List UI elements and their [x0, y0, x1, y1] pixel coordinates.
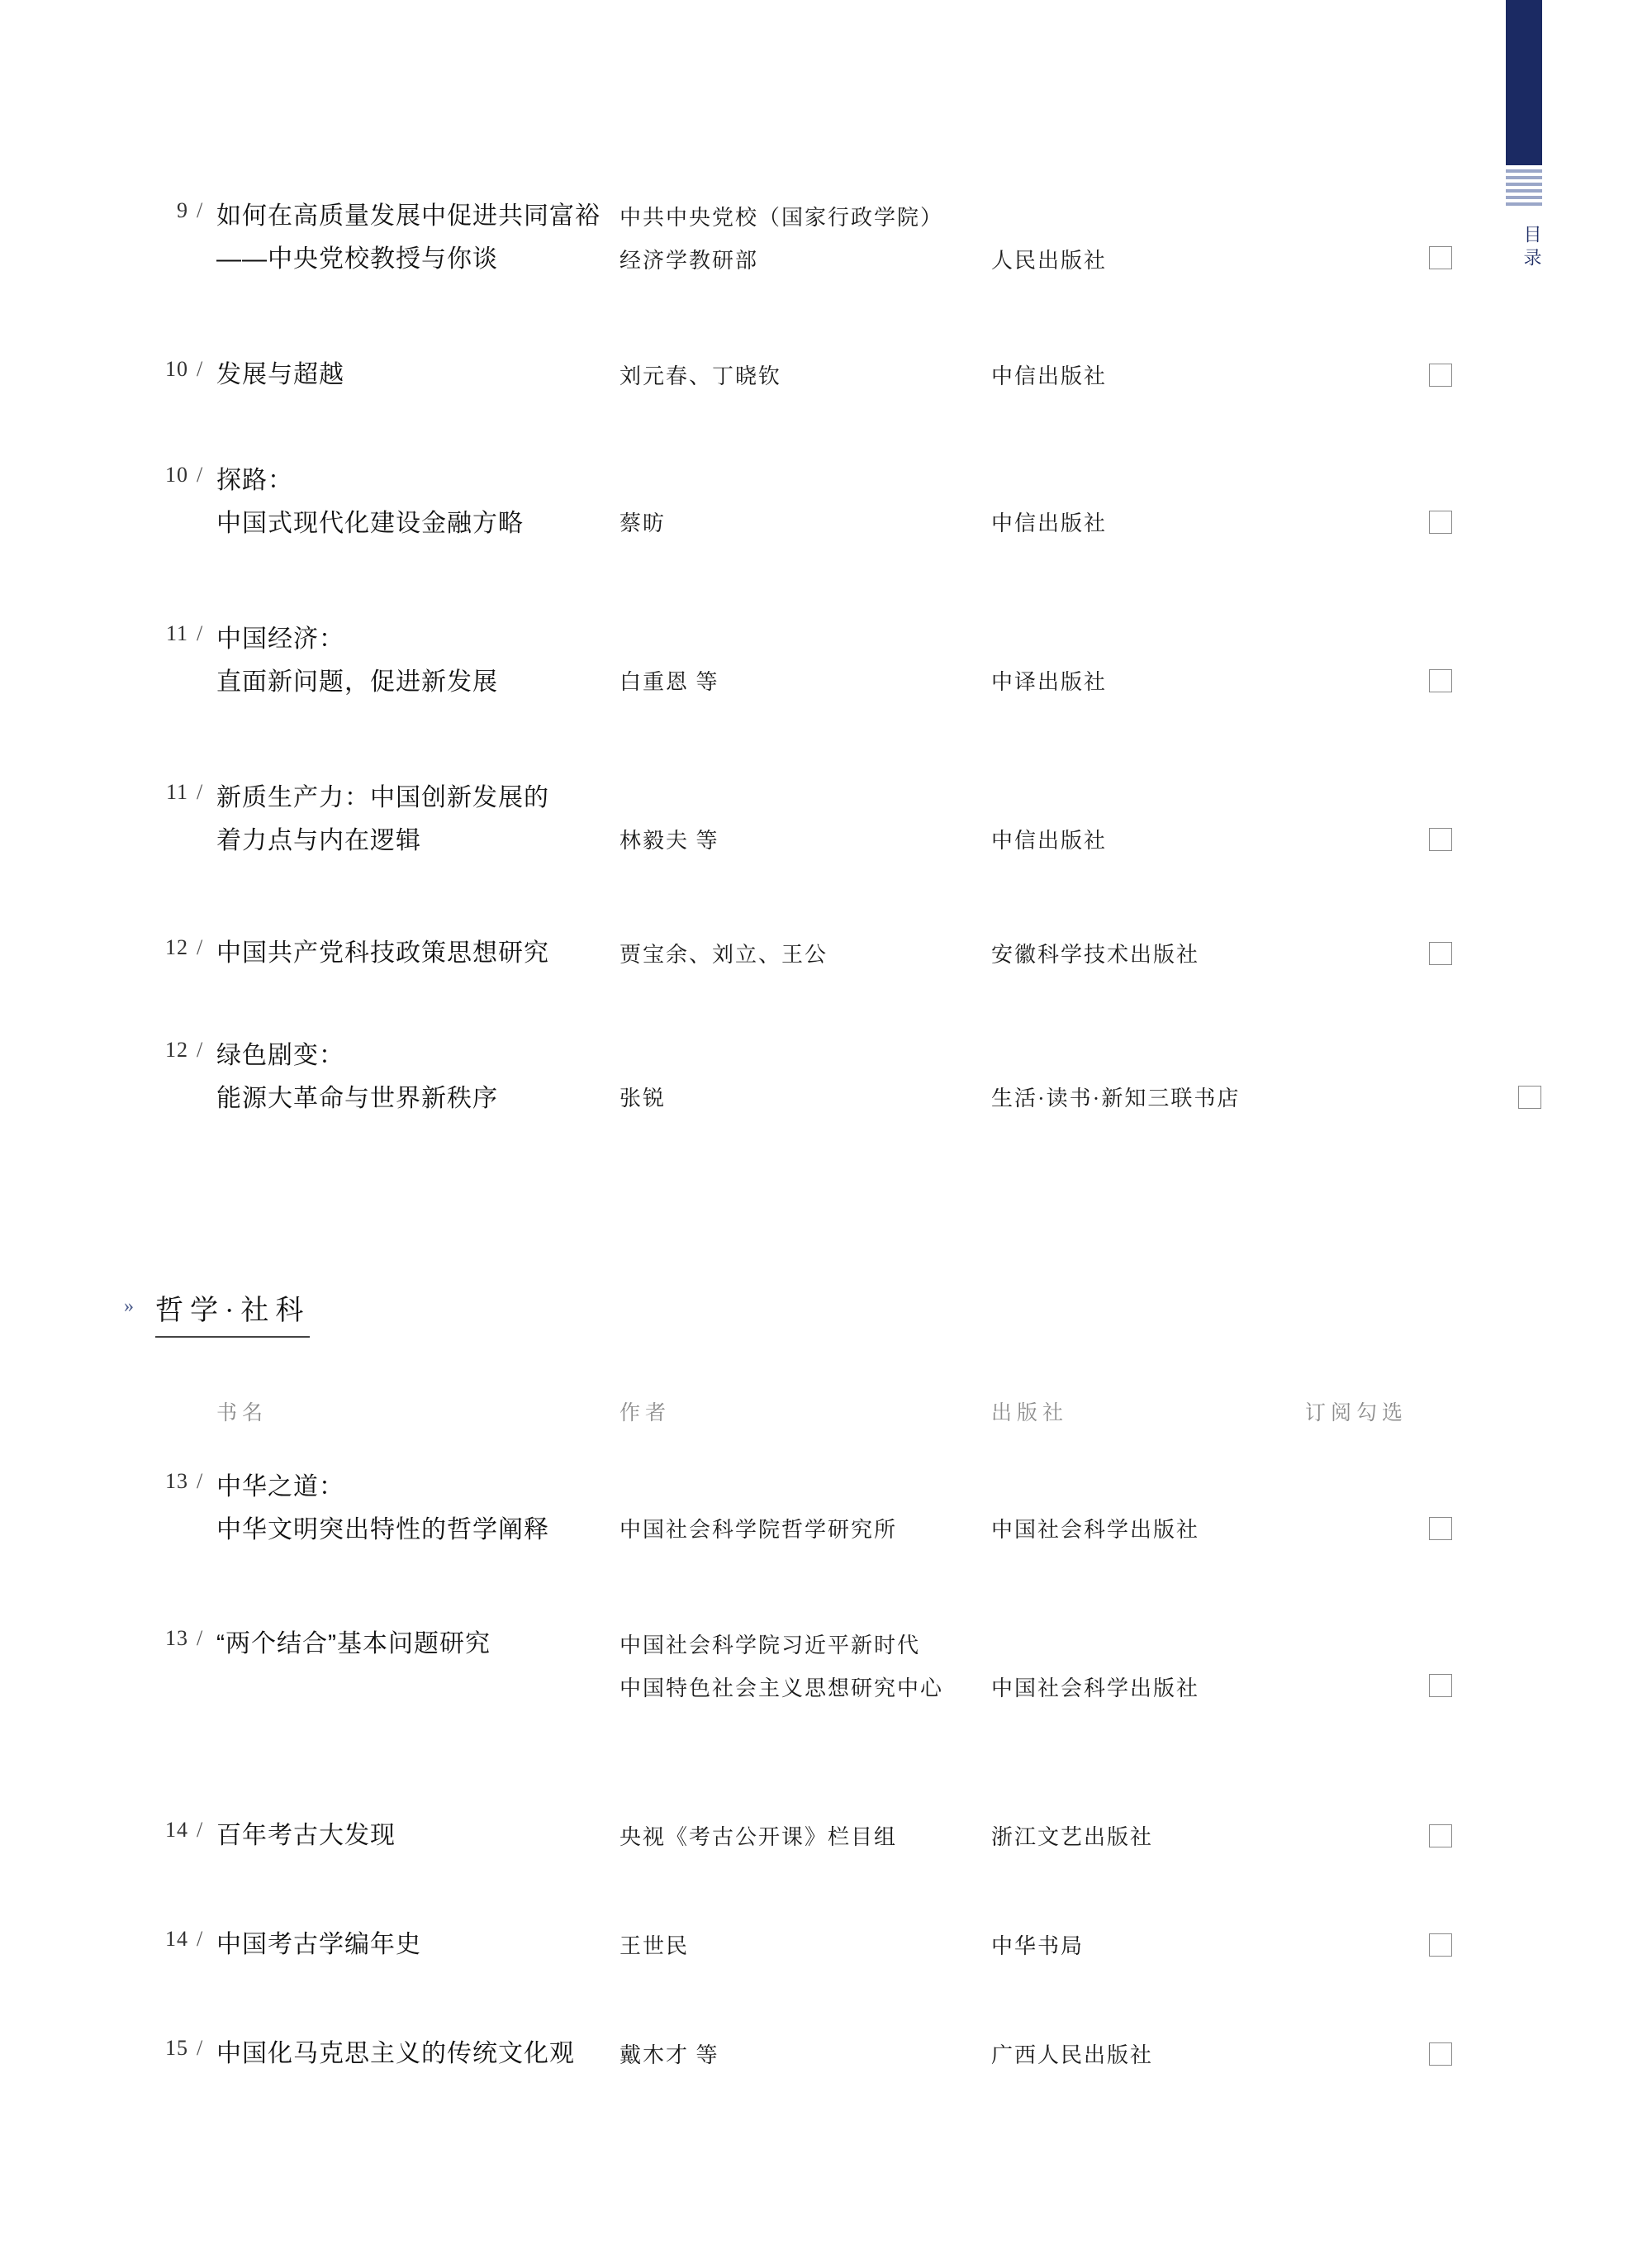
subscribe-checkbox[interactable]	[1518, 1086, 1541, 1109]
entry-page-number: 14	[165, 1818, 188, 1842]
entry-title-line1: “两个结合”基本问题研究	[216, 1630, 491, 1657]
entry-author-line1: 白重恩 等	[620, 670, 719, 694]
entry-page-number: 11	[165, 621, 188, 645]
entry-separator: /	[197, 357, 203, 381]
subscribe-checkbox[interactable]	[1429, 511, 1452, 534]
entry-author-line1: 贾宝余、刘立、王公	[620, 943, 828, 967]
entry-page-number: 13	[165, 1469, 188, 1493]
entry-separator: /	[197, 463, 203, 487]
entry-title-line1: 中国共产党科技政策思想研究	[216, 939, 549, 967]
entry-author	[620, 355, 975, 398]
entry-title-line1: 中国考古学编年史	[216, 1931, 421, 1958]
entry-title	[216, 932, 613, 975]
entry-author-line1: 中共中央党校（国家行政学院）	[620, 206, 944, 230]
subscribe-checkbox[interactable]	[1429, 828, 1452, 851]
subscribe-checkbox[interactable]	[1429, 1674, 1452, 1697]
entry-publisher: 中国社会科学出版社	[991, 1518, 1200, 1542]
entry-author-line1: 蔡昉	[620, 511, 667, 535]
entry-page-number: 10	[165, 463, 188, 487]
entry-publisher: 中华书局	[991, 1934, 1085, 1958]
entry-separator: /	[197, 780, 203, 804]
entry-title-line2: 中华文明突出特性的哲学阐释	[216, 1516, 549, 1543]
entry-author-line1: 中国社会科学院哲学研究所	[620, 1518, 898, 1542]
entry-separator: /	[197, 1038, 203, 1062]
entry-publisher: 中信出版社	[991, 511, 1108, 535]
entry-publisher: 中译出版社	[991, 670, 1108, 694]
entry-title	[216, 1466, 613, 1552]
entry-title	[216, 195, 613, 281]
subscribe-checkbox[interactable]	[1429, 364, 1452, 387]
tab-bar	[1506, 0, 1542, 165]
subscribe-checkbox[interactable]	[1429, 942, 1452, 965]
entry-page-number: 14	[165, 1927, 188, 1951]
entry-publisher: 安徽科学技术出版社	[991, 943, 1200, 967]
entry-author-line1: 戴木才 等	[620, 2043, 719, 2067]
entry-title	[216, 618, 613, 704]
subscribe-checkbox[interactable]	[1429, 669, 1452, 692]
entry-author	[620, 2034, 975, 2077]
entry-page-number: 13	[165, 1626, 188, 1650]
entry-author-line1: 林毅夫 等	[620, 829, 719, 853]
entry-title-line1: 中华之道：	[216, 1473, 344, 1500]
entry-author-line1: 央视《考古公开课》栏目组	[620, 1825, 898, 1849]
tab-label: 目录	[1521, 225, 1542, 271]
entry-separator: /	[197, 1927, 203, 1951]
entry-author	[620, 197, 975, 283]
entry-publisher: 人民出版社	[991, 249, 1108, 273]
entry-page-number: 10	[165, 357, 188, 381]
entry-title-line2: 中国式现代化建设金融方略	[216, 510, 524, 537]
entry-publisher: 生活·读书·新知三联书店	[991, 1087, 1241, 1110]
entry-title-line2: 直面新问题，促进新发展	[216, 668, 498, 696]
column-header-author: 作者	[620, 1402, 672, 1424]
entry-separator: /	[197, 198, 203, 222]
entry-author	[620, 1077, 975, 1120]
column-header-subscribe: 订阅勾选	[1305, 1402, 1408, 1424]
entry-title-line1: 新质生产力：中国创新发展的	[216, 784, 549, 811]
entry-title-line2: ——中央党校教授与你谈	[216, 245, 498, 273]
entry-publisher: 中国社会科学出版社	[991, 1676, 1200, 1700]
entry-title-line2: 着力点与内在逻辑	[216, 827, 421, 854]
entry-author-line1: 中国社会科学院习近平新时代	[620, 1633, 921, 1657]
entry-separator: /	[197, 1469, 203, 1493]
entry-publisher: 浙江文艺出版社	[991, 1825, 1154, 1849]
entry-title	[216, 354, 613, 397]
entry-title	[216, 1814, 613, 1857]
entry-author	[620, 661, 975, 704]
entry-title	[216, 2033, 613, 2076]
entry-title	[216, 459, 613, 545]
entry-author	[620, 1624, 975, 1710]
subscribe-checkbox[interactable]	[1429, 1933, 1452, 1957]
entry-publisher: 中信出版社	[991, 829, 1108, 853]
page-tab-marker	[1506, 0, 1542, 165]
entry-title	[216, 777, 613, 863]
subscribe-checkbox[interactable]	[1429, 1517, 1452, 1540]
entry-page-number: 9	[177, 198, 188, 222]
entry-title-line1: 绿色剧变：	[216, 1042, 344, 1069]
column-header-book: 书名	[216, 1402, 268, 1424]
entry-title	[216, 1623, 613, 1666]
entry-author	[620, 820, 975, 863]
entry-separator: /	[197, 935, 203, 959]
entry-title-line1: 百年考古大发现	[216, 1822, 396, 1849]
entry-author	[620, 1925, 975, 1968]
entry-page-number: 11	[165, 780, 188, 804]
entry-title	[216, 1034, 613, 1120]
chevron-right-icon: »	[124, 1296, 132, 1317]
tab-stripes	[1506, 169, 1542, 209]
entry-separator: /	[197, 1818, 203, 1842]
entry-author-line2: 中国特色社会主义思想研究中心	[620, 1676, 944, 1700]
entry-publisher: 广西人民出版社	[991, 2043, 1154, 2067]
entry-title-line1: 发展与超越	[216, 361, 344, 388]
entry-separator: /	[197, 1626, 203, 1650]
entry-page-number: 15	[165, 2036, 188, 2060]
subscribe-checkbox[interactable]	[1429, 246, 1452, 269]
entry-author	[620, 1509, 975, 1552]
section-title: 哲学·社科	[155, 1287, 310, 1338]
entry-title-line1: 中国化马克思主义的传统文化观	[216, 2040, 575, 2067]
entry-author-line1: 王世民	[620, 1934, 690, 1958]
entry-title	[216, 1924, 613, 1966]
subscribe-checkbox[interactable]	[1429, 1824, 1452, 1847]
entry-author-line1: 张锐	[620, 1087, 667, 1110]
entry-separator: /	[197, 621, 203, 645]
entry-author-line1: 刘元春、丁晓钦	[620, 364, 782, 388]
subscribe-checkbox[interactable]	[1429, 2042, 1452, 2066]
entry-page-number: 12	[165, 935, 188, 959]
entry-author-line2: 经济学教研部	[620, 249, 759, 273]
entry-author	[620, 934, 975, 977]
entry-author	[620, 502, 975, 545]
entry-title-line1: 如何在高质量发展中促进共同富裕	[216, 202, 601, 230]
column-header-publisher: 出版社	[991, 1402, 1069, 1424]
entry-separator: /	[197, 2036, 203, 2060]
entry-publisher: 中信出版社	[991, 364, 1108, 388]
entry-title-line2: 能源大革命与世界新秩序	[216, 1085, 498, 1112]
entry-title-line1: 中国经济：	[216, 625, 344, 653]
entry-page-number: 12	[165, 1038, 188, 1062]
entry-title-line1: 探路：	[216, 467, 293, 494]
entry-author	[620, 1816, 975, 1859]
